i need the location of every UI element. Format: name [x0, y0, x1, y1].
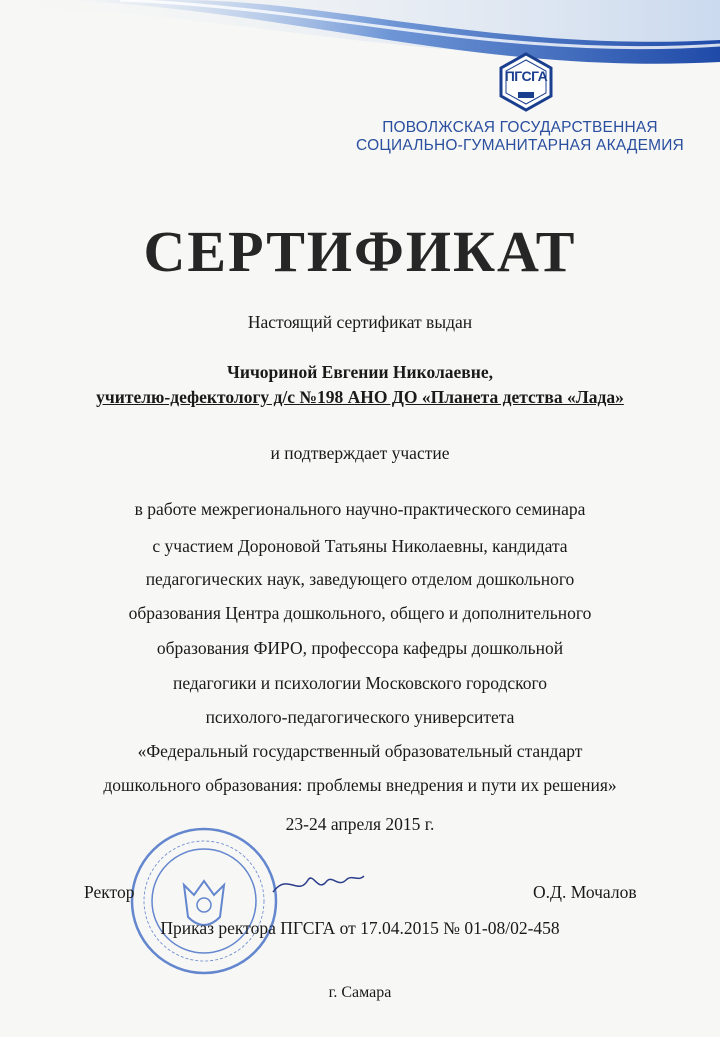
org-name-line1: ПОВОЛЖСКАЯ ГОСУДАРСТВЕННАЯ [382, 119, 658, 136]
body-line: образования Центра дошкольного, общего и дополнительного [128, 603, 592, 623]
rector-signature [268, 862, 368, 902]
body-line: в работе межрегионального научно-практического семинара [134, 499, 586, 519]
body-line: с участием Дороновой Татьяны Николаевны, кандидата [152, 536, 568, 556]
body-line: дошкольного образования: проблемы внедрения и пути их решения» [103, 775, 617, 795]
issued-text: Настоящий сертификат выдан [247, 312, 473, 332]
body-line: психолого-педагогического университета [205, 707, 515, 727]
event-date: 23-24 апреля 2015 г. [285, 814, 435, 834]
order-reference: Приказ ректора ПГСГА от 17.04.2015 № 01-08/02-458 [160, 918, 560, 938]
body-line: «Федеральный государственный образовательный стандарт [137, 741, 583, 761]
body-line: образования ФИРО, профессора кафедры дошкольной [156, 638, 564, 658]
city: г. Самара [328, 984, 392, 1001]
recipient-name: Чичориной Евгении Николаевне, [227, 362, 493, 382]
header-wave-decoration [0, 0, 720, 120]
official-seal-stamp [128, 825, 280, 977]
rector-label: Ректор [84, 882, 135, 902]
body-line: педагогики и психологии Московского городского [172, 673, 548, 693]
body-line: педагогических наук, заведующего отделом дошкольного [145, 569, 575, 589]
confirms-text: и подтверждает участие [270, 443, 450, 463]
certificate-title: СЕРТИФИКАТ [143, 219, 577, 284]
recipient-position: учителю-дефектологу д/с №198 АНО ДО «Планета детства «Лада» [96, 387, 624, 407]
logo-text: ПГСГА [504, 68, 548, 84]
org-name-line2: СОЦИАЛЬНО-ГУМАНИТАРНАЯ АКАДЕМИЯ [356, 137, 684, 154]
rector-name: О.Д. Мочалов [533, 882, 637, 902]
